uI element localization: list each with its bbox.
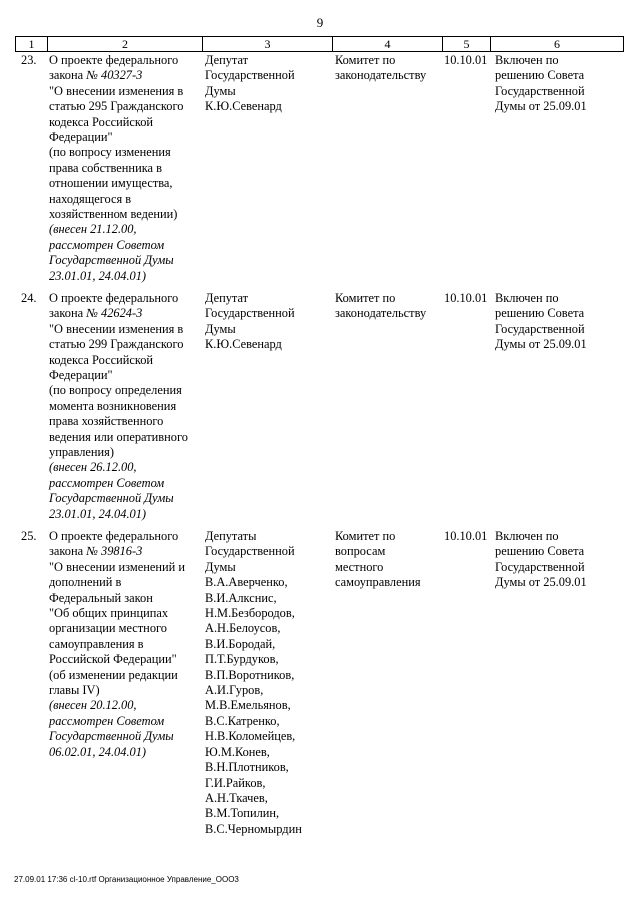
cell-line: самоуправления в [49,636,144,651]
cell-line: ведения или оперативного [49,429,188,444]
cell-line: Федерации" [49,130,113,145]
column-header: 1 [16,37,48,52]
cell-line: "Об общих принципах [49,606,169,621]
column-header: 5 [443,37,491,52]
column-header-table [15,36,624,52]
decision-cell [495,53,587,115]
cell-line: В.М.Топилин, [205,806,280,821]
cell-line: (об изменении редакции [49,667,178,682]
date-cell: 10.10.01 [444,291,488,305]
cell-line: главы IV) [49,683,100,698]
bill-number: № 42624-3 [86,306,143,321]
cell-line: законодательству [335,68,427,83]
cell-line: Думы [205,321,236,336]
cell-line: Комитет по [335,291,396,305]
cell-line: В.А.Аверченко, [205,575,288,590]
cell-line: дополнений в [49,575,122,590]
cell-line: Г.И.Райков, [205,775,266,790]
cell-line: В.И.Бородай, [205,636,276,651]
item-number: 25. [21,529,37,543]
cell-line: Государственной Думы [49,491,174,506]
cell-line: (по вопросу изменения [49,145,171,160]
cell-line: Федерации" [49,368,113,383]
cell-line: права собственника в [49,160,162,175]
cell-line: Думы [205,559,236,574]
cell-line: Государственной Думы [49,253,174,268]
decision-cell [495,291,587,353]
cell-line: кодекса Российской [49,114,154,129]
cell-line: В.Н.Плотников, [205,760,289,775]
cell-line: В.П.Воротников, [205,667,295,682]
cell-line: решению Совета [495,544,585,559]
bill-number-line [49,68,183,83]
bill-number: № 39816-3 [86,544,143,559]
author-cell [205,529,302,837]
cell-line: (внесен 20.12.00, [49,698,137,713]
cell-line: рассмотрен Советом [49,713,165,728]
cell-line: кодекса Российской [49,352,154,367]
bill-subject-cell [49,291,188,522]
cell-line: Депутат [205,53,249,67]
cell-line: Федеральный закон [49,590,153,605]
cell-line: В.С.Катренко, [205,713,280,728]
cell-line: статью 295 Гражданского [49,99,184,114]
bill-number: № 40327-3 [86,68,143,83]
cell-line: (внесен 26.12.00, [49,460,137,475]
cell-line: О проекте федерального [49,529,179,543]
cell-line: рассмотрен Советом [49,237,165,252]
cell-line: А.Н.Ткачев, [205,790,268,805]
cell-line: Депутаты [205,529,257,543]
bill-subject-cell [49,529,185,760]
cell-line: права хозяйственного [49,414,164,429]
cell-line: Российской Федерации" [49,652,177,667]
cell-line: 23.01.01, 24.04.01) [49,506,147,521]
cell-line: Государственной [495,559,585,574]
committee-cell [335,53,426,84]
decision-cell [495,529,587,591]
cell-line: законодательству [335,306,427,321]
cell-line: Государственной [205,544,295,559]
cell-line: "О внесении изменения в [49,83,184,98]
cell-line: Государственной [495,83,585,98]
cell-line: Включен по [495,53,559,67]
cell-line: управления) [49,445,114,460]
cell-line: Думы [205,83,236,98]
cell-line: вопросам [335,544,386,559]
cell-line: (внесен 21.12.00, [49,222,137,237]
cell-line: Комитет по [335,53,396,67]
cell-line: О проекте федерального [49,53,179,67]
cell-line: решению Совета [495,306,585,321]
cell-line: находящегося в [49,191,132,206]
date-cell: 10.10.01 [444,529,488,543]
column-header-row [16,37,624,52]
cell-line: 23.01.01, 24.04.01) [49,268,147,283]
bill-number-prefix: закона [49,306,87,321]
column-header: 2 [48,37,203,52]
cell-line: 06.02.01, 24.04.01) [49,744,147,759]
cell-line: К.Ю.Севенард [205,337,282,352]
cell-line: отношении имущества, [49,176,173,191]
footer-info: 27.09.01 17:36 cl-10.rtf Организационное Управление_ООО3 [14,875,239,884]
author-cell [205,291,295,353]
cell-line: Н.М.Безбородов, [205,606,295,621]
cell-line: Думы от 25.09.01 [495,99,587,114]
bill-number-prefix: закона [49,68,87,83]
cell-line: П.Т.Бурдуков, [205,652,279,667]
cell-line: К.Ю.Севенард [205,99,282,114]
cell-line: Думы от 25.09.01 [495,575,587,590]
cell-line: Государственной Думы [49,729,174,744]
cell-line: местного [335,559,384,574]
cell-line: статью 299 Гражданского [49,337,184,352]
committee-cell [335,291,426,322]
cell-line: Н.В.Коломейцев, [205,729,296,744]
cell-line: Включен по [495,529,559,543]
cell-line: момента возникновения [49,398,177,413]
column-header: 6 [491,37,624,52]
author-cell [205,53,295,115]
page-number: 9 [316,15,324,30]
cell-line: Государственной [205,68,295,83]
cell-line: "О внесении изменений и [49,559,185,574]
bill-number-line [49,306,188,321]
item-number: 24. [21,291,37,305]
cell-line: Государственной [495,321,585,336]
cell-line: самоуправления [335,575,421,590]
cell-line: решению Совета [495,68,585,83]
date-cell: 10.10.01 [444,53,488,67]
cell-line: Ю.М.Конев, [205,744,270,759]
committee-cell [335,529,421,591]
cell-line: "О внесении изменения в [49,321,184,336]
cell-line: Государственной [205,306,295,321]
cell-line: А.И.Гуров, [205,683,264,698]
item-number: 23. [21,53,37,67]
cell-line: А.Н.Белоусов, [205,621,281,636]
cell-line: Включен по [495,291,559,305]
column-header: 3 [203,37,333,52]
cell-line: рассмотрен Советом [49,475,165,490]
cell-line: хозяйственном ведении) [49,207,178,222]
cell-line: Комитет по [335,529,396,543]
cell-line: Думы от 25.09.01 [495,337,587,352]
cell-line: О проекте федерального [49,291,179,305]
column-header: 4 [333,37,443,52]
cell-line: Депутат [205,291,249,305]
cell-line: В.С.Черномырдин [205,821,302,836]
cell-line: (по вопросу определения [49,383,182,398]
bill-subject-cell [49,53,183,284]
cell-line: организации местного [49,621,167,636]
cell-line: М.В.Емельянов, [205,698,291,713]
cell-line: В.И.Алкснис, [205,590,277,605]
bill-number-prefix: закона [49,544,87,559]
bill-number-line [49,544,185,559]
